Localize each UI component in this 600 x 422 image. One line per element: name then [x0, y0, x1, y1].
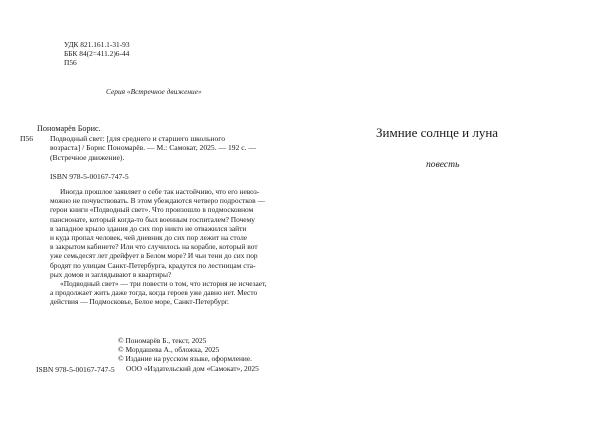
catalog-card-line: Подводный свет: [для среднего и старшего школьного: [50, 134, 225, 143]
copyright-line: © Пономарёв Б., текст, 2025: [118, 336, 207, 345]
copyright-block: [118, 336, 318, 373]
card-author-mark: П56: [20, 134, 34, 143]
annotation-line: Иногда прошлое заявляет о себе так настойчиво, что его невоз-: [60, 187, 260, 196]
copyright-line: © Мордашева А., обложка, 2025: [118, 345, 220, 355]
annotation: [50, 187, 278, 307]
annotation-line: рых домов и заглядывают в квартиры?: [50, 269, 172, 279]
author-heading: Пономарёв Борис.: [37, 124, 101, 133]
catalog-card-line: (Встречное движение).: [50, 152, 125, 162]
genre-subtitle: повесть: [426, 159, 460, 170]
bbk-code: ББК 84(2=411.2)6-44: [64, 49, 130, 59]
annotation-line: и куда пропал человек, чей дневник до сих пор лежит на столе: [50, 233, 248, 243]
annotation-line: в западное крыло здания до сих пор никто не отважился зайти: [50, 223, 247, 233]
catalog-card-body: [50, 134, 274, 162]
annotation-line: пансионате, который когда-то был военным госпиталем? Почему: [50, 214, 255, 224]
annotation-line: в закрытом кабинете? Или что случилось на корабле, который вот: [50, 242, 258, 252]
annotation-line: действия — Подмосковье, Белое море, Санкт-Петербург.: [50, 297, 229, 307]
classification-block: [64, 40, 184, 68]
isbn-line: ISBN 978-5-00167-747-5: [50, 172, 129, 181]
catalog-card-line: возраста] / Борис Пономарёв. — М.: Самокат, 2025. — 192 с. —: [50, 143, 257, 153]
udk-code: УДК 821.161.1-31-93: [64, 40, 130, 49]
annotation-line: уже семьдесят лет дрейфует в Белом море? И чьи тени до сих пор: [50, 251, 258, 261]
copyright-line: © Издание на русском языке, оформление.: [118, 354, 253, 364]
author-mark: П56: [64, 58, 77, 68]
annotation-line: герои книги «Подводный свет». Что произошло в подмосковном: [50, 205, 254, 215]
annotation-line: бродят по улицам Санкт-Петербурга, крадутся по лестницам ста-: [50, 260, 256, 270]
series-line: Серия «Встречное движение»: [106, 87, 202, 96]
isbn-bottom-line: ISBN 978-5-00167-747-5: [36, 365, 115, 374]
book-title: Зимние солнце и луна: [376, 125, 499, 140]
annotation-line: «Подводный свет» — три повести о том, что история не исчезает,: [60, 279, 267, 289]
copyright-line: ООО «Издательский дом «Самокат», 2025: [126, 363, 259, 373]
annotation-line: можно не почувствовать. В этом убеждаются четверо подростков —: [50, 196, 265, 206]
annotation-line: а продолжает жить даже тогда, когда героев уже давно нет. Место: [50, 288, 258, 298]
